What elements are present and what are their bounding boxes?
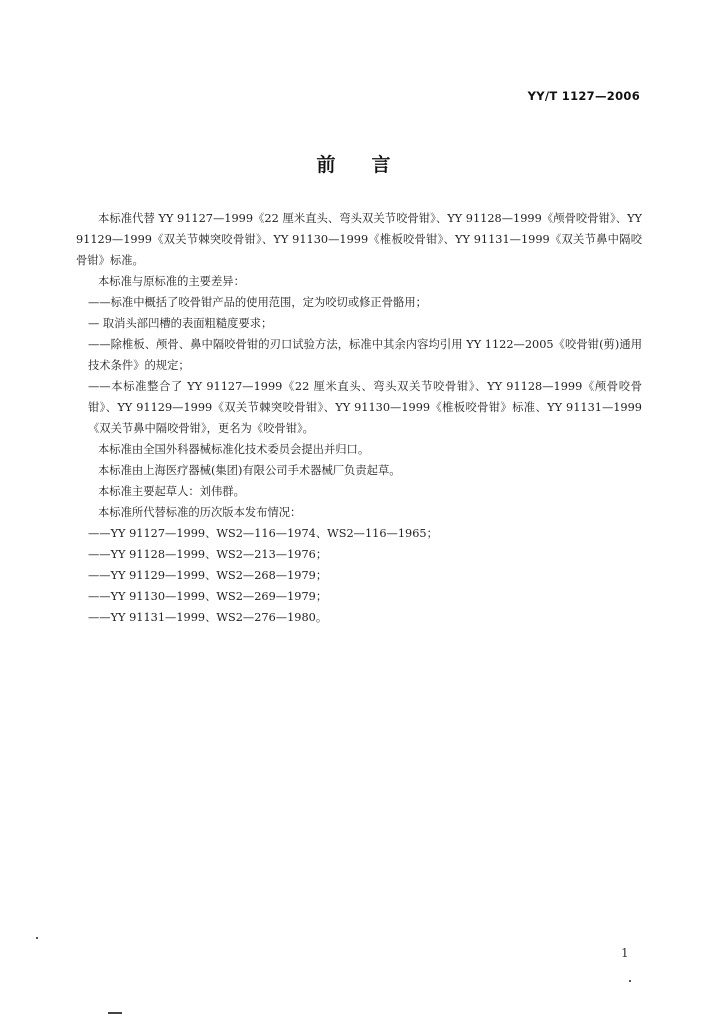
scan-mark [108, 1012, 122, 1014]
paragraph: 本标准代替 YY 91127—1999《22 厘米直头、弯头双关节咬骨钳》、YY 91128—1999《颅骨咬骨钳》、YY 91129—1999《双关节棘突咬骨钳》、YY 91130—1999《椎板咬骨钳》、YY 91131—1999《双关节鼻中隔咬骨钳》标准。 [76, 212, 642, 267]
history-item: ——YY 91127—1999、WS2—116—1974、WS2—116—1965； [88, 527, 438, 540]
paragraph: 本标准主要起草人：刘伟群。 [98, 485, 245, 498]
history-item: ——YY 91130—1999、WS2—269—1979； [88, 590, 328, 603]
page-number: 1 [621, 946, 629, 960]
page-title: 前言 [316, 154, 427, 176]
paragraph: ——标准中概括了咬骨钳产品的使用范围，定为咬切或修正骨骼用； [88, 296, 427, 309]
paragraph: 本标准由全国外科器械标准化技术委员会提出并归口。 [98, 443, 370, 456]
paragraph: — 取消头部凹槽的表面粗糙度要求； [88, 317, 273, 330]
history-item: ——YY 91131—1999、WS2—276—1980。 [88, 611, 328, 624]
scan-speck [629, 980, 631, 982]
history-item: ——YY 91129—1999、WS2—268—1979； [88, 569, 328, 582]
paragraph: 本标准所代替标准的历次版本发布情况： [98, 506, 302, 519]
document-body [76, 208, 642, 628]
history-item: ——YY 91128—1999、WS2—213—1976； [88, 548, 328, 561]
scan-speck [36, 937, 38, 939]
paragraph: 本标准与原标准的主要差异： [98, 275, 245, 288]
standard-number: YY/T 1127—2006 [527, 89, 640, 103]
paragraph: ——除椎板、颅骨、鼻中隔咬骨钳的刃口试验方法，标准中其余内容均引用 YY 1122—2005《咬骨钳(剪)通用技术条件》的规定； [88, 338, 642, 372]
paragraph: 本标准由上海医疗器械(集团)有限公司手术器械厂负责起草。 [98, 464, 401, 477]
paragraph: ——本标准整合了 YY 91127—1999《22 厘米直头、弯头双关节咬骨钳》、YY 91128—1999《颅骨咬骨钳》、YY 91129—1999《双关节棘突咬骨钳》、YY 91130—1999《椎板咬骨钳》标准、YY 91131—1999《双关节鼻中隔咬骨钳》，更名为《咬骨钳》。 [88, 380, 642, 435]
